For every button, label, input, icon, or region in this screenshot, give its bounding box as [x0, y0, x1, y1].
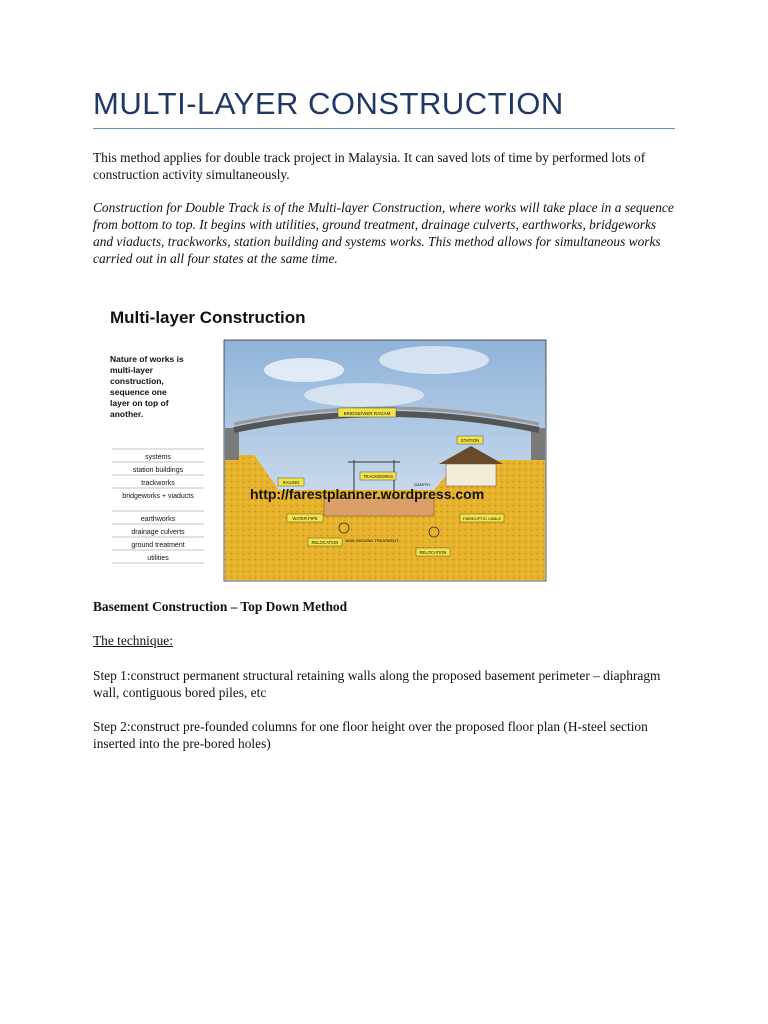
page-title: MULTI-LAYER CONSTRUCTION — [93, 86, 564, 121]
note-line: multi-layer — [110, 365, 153, 375]
figure-note — [110, 354, 184, 419]
layer-label: drainage culverts — [131, 529, 185, 536]
gantry-tag: GANTRY — [414, 482, 431, 487]
railing-tag: RAILING — [282, 480, 300, 485]
relocation-right-tag: RELOCATION — [419, 550, 447, 555]
trackworks-tag: TRACKWORKS — [362, 474, 394, 479]
cross-section-illustration — [224, 340, 546, 581]
step-1-text: Step 1:construct permanent structural retaining walls along the proposed basement perimeter – diaphragm wall, contiguous bored piles, etc — [93, 668, 661, 700]
layer-label: bridgeworks + viaducts — [122, 493, 194, 500]
note-line: Nature of works is — [110, 354, 184, 364]
title-underline — [93, 128, 675, 129]
layer-list — [112, 449, 204, 563]
ground-treatment-tag: NON GROUND TREATMENT — [345, 538, 399, 543]
water-pipe-tag: WATER PIPE — [292, 516, 318, 521]
note-line: another. — [110, 409, 144, 419]
step-2-text: Step 2:construct pre-founded columns for one floor height over the proposed floor plan (H-steel section inserted into the pre-bored holes) — [93, 719, 648, 751]
layer-label: trackworks — [141, 480, 175, 487]
italic-paragraph: Construction for Double Track is of the Multi-layer Construction, where works will take place in a sequence from bottom to top. It begins with utilities, ground treatment, drainage culverts, earthworks, bridgeworks and viaducts, trackworks, station building and systems works. This method allows for simultaneous works carried out in all four states at the same time. — [93, 200, 674, 266]
layer-label: utilities — [147, 555, 169, 562]
station-tag: STATION — [460, 438, 480, 443]
fibre-cable-tag: FIBREOPTIC CABLE — [462, 516, 502, 521]
note-line: sequence one — [110, 387, 167, 397]
layer-label: systems — [145, 454, 171, 461]
figure-title: Multi-layer Construction — [110, 308, 306, 327]
figure-watermark: http://farestplanner.wordpress.com — [250, 486, 485, 502]
bridge-tag: BRIDGE/VIER RAGAM — [343, 411, 391, 416]
intro-paragraph: This method applies for double track project in Malaysia. It can saved lots of time by performed lots of construction activity simultaneously. — [93, 150, 646, 182]
note-line: layer on top of — [110, 398, 169, 408]
layer-label: ground treatment — [131, 542, 185, 549]
multi-layer-construction-figure — [104, 300, 550, 585]
layer-label: station buildings — [132, 467, 184, 474]
relocation-left-tag: RELOCATION — [311, 540, 339, 545]
technique-label: The technique: — [93, 633, 173, 648]
layer-label: earthworks — [140, 516, 176, 523]
section-heading: Basement Construction – Top Down Method — [93, 599, 348, 614]
note-line: construction, — [110, 376, 164, 386]
